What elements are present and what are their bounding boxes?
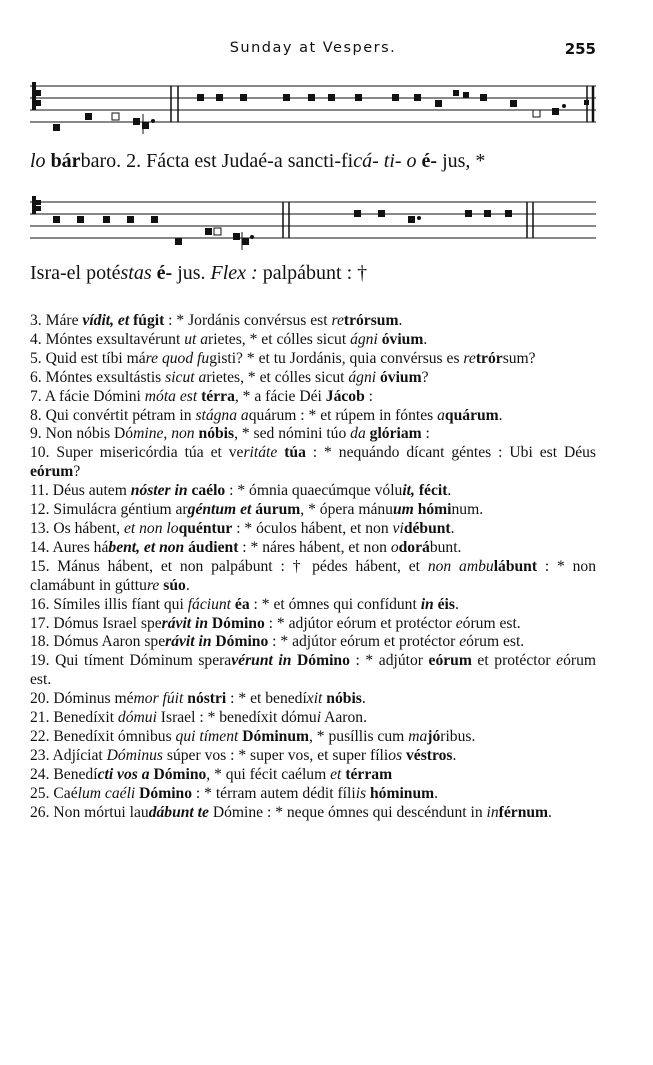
text-run: Dómino bbox=[215, 633, 269, 651]
text-run: 7. A fácie Dómini bbox=[30, 387, 145, 405]
text-run: : bbox=[421, 425, 430, 443]
text-run: , * pusíllis cum bbox=[308, 727, 409, 745]
text-run: . bbox=[450, 519, 455, 537]
text-run: é- bbox=[421, 150, 438, 172]
text-run: térram bbox=[345, 765, 393, 783]
text-run: férnum bbox=[498, 803, 549, 821]
text-run: rietes, * et cólles sicut bbox=[206, 368, 349, 386]
page-header bbox=[30, 40, 596, 62]
text-run: vi bbox=[392, 519, 404, 537]
psalm-verse bbox=[30, 331, 596, 350]
text-run: é- bbox=[156, 262, 173, 284]
text-run: ágni bbox=[348, 368, 377, 386]
text-run: : * adjútor eórum et protéctor bbox=[268, 633, 460, 651]
text-run: mine, non bbox=[133, 425, 195, 443]
text-run: mor fúit bbox=[133, 690, 184, 708]
psalm-verse bbox=[30, 425, 596, 444]
text-run: palpábunt : † bbox=[257, 262, 368, 284]
text-run: ? bbox=[73, 463, 81, 481]
text-run: 17. Dómus Israel spe bbox=[30, 614, 162, 632]
c-clef-icon bbox=[32, 196, 41, 214]
text-run: térra bbox=[201, 387, 235, 405]
text-run: . bbox=[423, 330, 428, 348]
text-run: quéntur bbox=[178, 519, 233, 537]
text-run: . bbox=[452, 746, 457, 764]
psalm-verse bbox=[30, 747, 596, 766]
page-number: 255 bbox=[564, 40, 596, 58]
psalm-verse bbox=[30, 444, 596, 482]
text-run: , * qui fécit caélum bbox=[206, 765, 331, 783]
text-run: rietes, * et cólles sicut bbox=[208, 330, 351, 348]
text-run: túa bbox=[284, 444, 306, 462]
text-run: 5. Quid est tíbi má bbox=[30, 349, 146, 367]
text-run: trór bbox=[475, 349, 503, 367]
text-run: bent, et non bbox=[108, 538, 185, 556]
text-run: rávit in bbox=[161, 614, 209, 632]
text-run: Dómino bbox=[211, 614, 265, 632]
text-run: a bbox=[200, 330, 209, 348]
text-run: : * nequándo dícant géntes : Ubi est Déus bbox=[305, 444, 596, 462]
text-run: géntum et bbox=[187, 501, 252, 519]
text-run: fáciunt bbox=[187, 595, 231, 613]
psalm-verse bbox=[30, 596, 596, 615]
text-run: 9. Non nóbis Dó bbox=[30, 425, 134, 443]
psalm-verse bbox=[30, 312, 596, 331]
text-run: in bbox=[486, 803, 499, 821]
text-run: Dómine : * neque ómnes qui descéndunt in bbox=[208, 803, 487, 821]
text-run: 11. Déus autem bbox=[30, 482, 131, 500]
text-run: áudient bbox=[188, 538, 239, 556]
text-run: 20. Dóminus mé bbox=[30, 690, 134, 708]
text-run: Jácob bbox=[325, 387, 365, 405]
text-run: cá- ti- o bbox=[353, 150, 417, 172]
text-run: 25. Caé bbox=[30, 784, 78, 802]
text-run: débunt bbox=[403, 519, 451, 537]
text-run: rávit in bbox=[165, 633, 212, 651]
text-run: jus. bbox=[172, 262, 211, 284]
psalm-verse bbox=[30, 539, 596, 558]
text-run: hóminum bbox=[370, 784, 435, 802]
psalm-verse bbox=[30, 407, 596, 426]
text-run: . bbox=[454, 595, 459, 613]
text-run: . bbox=[548, 803, 552, 821]
text-run: 12. Simulácra géntium ar bbox=[30, 501, 188, 519]
text-run: in bbox=[420, 595, 434, 613]
text-run: : * non clamábunt in gúttu bbox=[30, 557, 597, 594]
text-run: is bbox=[355, 784, 367, 802]
psalm-verse bbox=[30, 633, 596, 652]
text-run: 10. Super misericórdia túa et ve bbox=[30, 444, 244, 462]
text-run: ágni bbox=[350, 330, 378, 348]
text-run: i bbox=[316, 709, 322, 727]
text-run: 6. Móntes exsultástis bbox=[30, 368, 166, 386]
psalm-verses bbox=[30, 312, 596, 822]
text-run: éa bbox=[234, 595, 250, 613]
text-run: óvium bbox=[381, 330, 424, 348]
text-run: : * et benedí bbox=[226, 690, 307, 708]
text-run: lum caéli bbox=[77, 784, 136, 802]
text-run: 19. Qui tíment Dóminum spera bbox=[30, 652, 232, 670]
text-run: e bbox=[459, 633, 467, 651]
text-run: re bbox=[146, 576, 160, 594]
psalm-verse bbox=[30, 388, 596, 407]
chant-staff-1 bbox=[30, 78, 598, 144]
text-run: it, bbox=[402, 482, 415, 500]
text-run: ut bbox=[184, 330, 197, 348]
running-title: Sunday at Vespers. bbox=[229, 40, 397, 56]
text-run: : * adjútor eórum et protéctor bbox=[264, 614, 456, 632]
text-run: óvium bbox=[380, 368, 422, 386]
text-run: Dóminus bbox=[106, 746, 163, 764]
text-run: vídit, et bbox=[82, 312, 130, 329]
text-run: fúgit bbox=[133, 312, 165, 329]
psalm-verse bbox=[30, 350, 596, 369]
text-run: 22. Benedíxit ómnibus bbox=[30, 727, 176, 745]
text-run: dábunt te bbox=[148, 803, 209, 821]
text-run: 18. Dómus Aaron spe bbox=[30, 633, 166, 651]
text-run: súper vos : * super vos, et super fíli bbox=[163, 746, 389, 764]
text-run: ? bbox=[421, 368, 429, 386]
text-run: : * ómnia quaecúmque vólu bbox=[225, 482, 403, 500]
text-run: stágna a bbox=[195, 406, 249, 424]
text-run: nóster in bbox=[130, 482, 188, 500]
text-run: . bbox=[185, 576, 190, 594]
text-run: a bbox=[437, 406, 445, 424]
text-run: et bbox=[330, 765, 342, 783]
text-run: re bbox=[463, 349, 476, 367]
text-run: 13. Os hábent, bbox=[30, 519, 124, 537]
text-run: jó bbox=[427, 727, 441, 745]
text-run: Isra-el poté bbox=[30, 262, 121, 284]
text-run: bár bbox=[50, 150, 81, 172]
text-run: xit bbox=[306, 690, 323, 708]
psalm-verse bbox=[30, 369, 596, 388]
text-run: , * ópera mánu bbox=[300, 501, 393, 519]
text-run: cti vos a bbox=[97, 765, 150, 783]
text-run: e bbox=[455, 614, 463, 632]
text-run: Aaron. bbox=[321, 709, 367, 727]
text-run: eórum bbox=[30, 463, 74, 481]
psalm-verse bbox=[30, 520, 596, 539]
text-run: . bbox=[434, 784, 439, 802]
text-run: Dómino bbox=[139, 784, 192, 802]
chant-staff-2 bbox=[30, 194, 598, 254]
psalm-verse bbox=[30, 728, 596, 747]
psalm-verse bbox=[30, 766, 596, 785]
text-run: : * Jordánis convérsus est bbox=[164, 312, 332, 329]
text-run: quárum : * et rúpem in fóntes bbox=[248, 406, 438, 424]
text-run: quárum bbox=[444, 406, 499, 424]
text-run: 8. Qui convértit pétram in bbox=[30, 406, 196, 424]
psalm-verse bbox=[30, 804, 596, 823]
text-run: hómi bbox=[417, 501, 452, 519]
text-run: 14. Aures há bbox=[30, 538, 109, 556]
text-run: : * térram autem dédit fíli bbox=[192, 784, 356, 802]
text-run: 16. Símiles illis fíant qui bbox=[30, 595, 188, 613]
text-run: Dóminum bbox=[242, 727, 309, 745]
text-run: glóriam bbox=[369, 425, 422, 443]
text-run: : * óculos hábent, et non bbox=[232, 519, 393, 537]
text-run: um bbox=[392, 501, 414, 519]
text-run: véstros bbox=[406, 746, 453, 764]
text-run: gisti? * et tu Jordánis, quia convérsus es bbox=[209, 349, 464, 367]
text-run: : bbox=[364, 387, 374, 405]
text-run: Flex : bbox=[210, 262, 258, 284]
psalm-verse bbox=[30, 652, 596, 690]
text-run: ma bbox=[408, 727, 428, 745]
text-run: non ambu bbox=[427, 557, 494, 575]
text-run: nóbis bbox=[198, 425, 235, 443]
psalm-verse bbox=[30, 615, 596, 634]
text-run: 3. Máre bbox=[30, 312, 83, 329]
text-run: bunt. bbox=[429, 538, 462, 556]
text-run: ribus. bbox=[440, 727, 476, 745]
text-run: Dómino bbox=[297, 652, 350, 670]
psalm-verse bbox=[30, 501, 596, 520]
text-run: ritáte bbox=[243, 444, 278, 462]
text-run: re quod fu bbox=[145, 349, 210, 367]
text-run: móta est bbox=[144, 387, 198, 405]
text-run: trórsum bbox=[343, 312, 399, 329]
text-run: dorá bbox=[398, 538, 430, 556]
text-run: . bbox=[398, 312, 403, 329]
chant-lyric-line-2 bbox=[30, 262, 600, 285]
text-run: , * a fácie Déi bbox=[234, 387, 326, 405]
text-run: lo bbox=[30, 150, 46, 172]
text-run: áurum bbox=[255, 501, 301, 519]
text-run: fécit bbox=[418, 482, 448, 500]
text-run: órum est. bbox=[30, 652, 596, 689]
text-run: e bbox=[556, 652, 564, 670]
text-run: caélo bbox=[191, 482, 226, 500]
text-run: . bbox=[361, 690, 366, 708]
text-run: Israel : * benedíxit dómu bbox=[156, 709, 317, 727]
text-run: num. bbox=[451, 501, 484, 519]
psalm-verse bbox=[30, 690, 596, 709]
text-run: . bbox=[447, 482, 452, 500]
text-run: 23. Adjíciat bbox=[30, 746, 107, 764]
text-run: jus, * bbox=[437, 150, 486, 172]
text-run: da bbox=[350, 425, 366, 443]
chant-lyric-line-1 bbox=[30, 150, 600, 173]
text-run: qui tíment bbox=[175, 727, 239, 745]
text-run: 15. Mánus hábent, et non palpábunt : † pédes hábent, et bbox=[30, 557, 428, 575]
text-run: sum? bbox=[502, 349, 536, 367]
text-run: súo bbox=[163, 576, 186, 594]
text-run: os bbox=[388, 746, 403, 764]
text-run: vérunt in bbox=[231, 652, 292, 670]
text-run: 26. Non mórtui lau bbox=[30, 803, 149, 821]
psalm-verse bbox=[30, 709, 596, 728]
text-run: éis bbox=[437, 595, 455, 613]
text-run: o bbox=[390, 538, 399, 556]
text-run: órum est. bbox=[462, 614, 521, 632]
text-run: : * et ómnes qui confídunt bbox=[249, 595, 421, 613]
text-run: eórum bbox=[428, 652, 472, 670]
text-run: et non lo bbox=[123, 519, 179, 537]
text-run: sicut a bbox=[165, 368, 207, 386]
text-run: nóstri bbox=[187, 690, 227, 708]
text-run: : * náres hábent, et non bbox=[238, 538, 391, 556]
text-run: órum est. bbox=[466, 633, 525, 651]
psalm-verse bbox=[30, 482, 596, 501]
text-run: et protéctor bbox=[471, 652, 557, 670]
text-run: : * adjútor bbox=[349, 652, 429, 670]
text-run: Dómino bbox=[153, 765, 207, 783]
psalm-verse bbox=[30, 785, 596, 804]
text-run: 24. Benedí bbox=[30, 765, 98, 783]
text-run: stas bbox=[120, 262, 152, 284]
text-run: 4. Móntes exsultavérunt bbox=[30, 330, 185, 348]
text-run: dómui bbox=[117, 709, 157, 727]
text-run: . bbox=[498, 406, 503, 424]
text-run: 21. Benedíxit bbox=[30, 709, 118, 727]
text-run: baro. 2. Fácta est Judaé-a sancti-fi bbox=[80, 150, 354, 172]
psalm-verse bbox=[30, 558, 596, 596]
text-run: lábunt bbox=[493, 557, 538, 575]
text-run: nóbis bbox=[326, 690, 362, 708]
text-run: , * sed nómini túo bbox=[234, 425, 351, 443]
text-run: re bbox=[331, 312, 344, 329]
